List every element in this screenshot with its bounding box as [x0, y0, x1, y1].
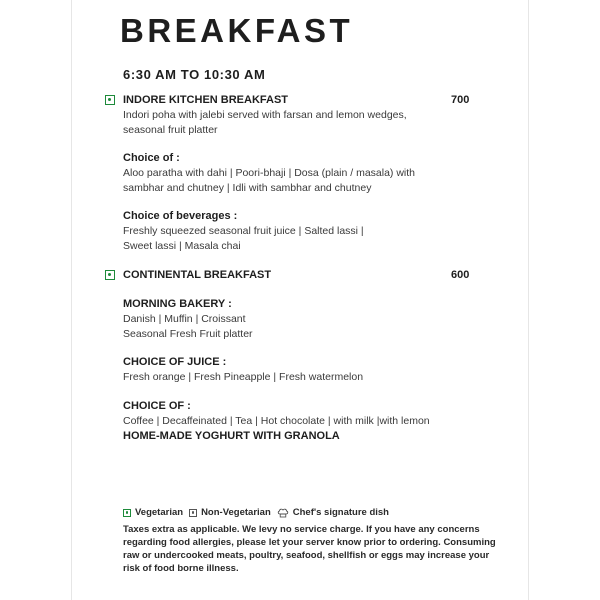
- desc-line: sambhar and chutney | Idli with sambhar and chutney: [123, 182, 372, 194]
- legend-chef-label: Chef's signature dish: [292, 507, 389, 518]
- disclaimer: [123, 523, 513, 575]
- price-indore: 700: [451, 94, 470, 106]
- page-edge-left: [71, 0, 72, 600]
- disclaimer-line: risk of food borne illness.: [123, 563, 239, 574]
- juice-options: Fresh orange | Fresh Pineapple | Fresh watermelon: [123, 371, 364, 383]
- bakery-options: [123, 312, 453, 342]
- desc-line: Danish | Muffin | Croissant: [123, 313, 246, 325]
- yoghurt-line: HOME-MADE YOGHURT WITH GRANOLA: [123, 430, 340, 442]
- desc-line: Indori poha with jalebi served with farsan and lemon wedges,: [123, 109, 407, 121]
- indore-choice-heading: Choice of :: [123, 152, 180, 164]
- veg-icon: [123, 509, 131, 517]
- disclaimer-line: regarding food allergies, please let your server know prior to ordering. Consuming: [123, 537, 496, 548]
- legend-nonveg-label: Non-Vegetarian: [201, 507, 271, 518]
- disclaimer-line: raw or undercooked meats, poultry, seafood, shellfish or eggs may increase your: [123, 550, 490, 561]
- indore-description: [123, 108, 453, 138]
- indore-beverage-options: [123, 224, 453, 254]
- continental-choice-options: Coffee | Decaffeinated | Tea | Hot chocolate | with milk |with lemon: [123, 415, 430, 427]
- juice-heading: CHOICE OF JUICE :: [123, 356, 227, 368]
- page-edge-right: [528, 0, 529, 600]
- desc-line: Freshly squeezed seasonal fruit juice | Salted lassi |: [123, 225, 364, 237]
- chef-hat-icon: [277, 508, 289, 518]
- price-continental: 600: [451, 269, 470, 281]
- desc-line: Sweet lassi | Masala chai: [123, 240, 241, 252]
- bakery-heading: MORNING BAKERY :: [123, 298, 232, 310]
- veg-icon: [105, 95, 115, 105]
- non-veg-icon: [189, 509, 197, 517]
- veg-icon: [105, 270, 115, 280]
- item-title-indore: INDORE KITCHEN BREAKFAST: [123, 94, 289, 106]
- desc-line: Seasonal Fresh Fruit platter: [123, 328, 253, 340]
- menu-title: BREAKFAST: [120, 12, 354, 49]
- desc-line: seasonal fruit platter: [123, 124, 218, 136]
- indore-choice-options: [123, 166, 463, 196]
- legend: [123, 507, 389, 518]
- item-title-continental: CONTINENTAL BREAKFAST: [123, 269, 272, 281]
- desc-line: Aloo paratha with dahi | Poori-bhaji | Dosa (plain / masala) with: [123, 167, 416, 179]
- disclaimer-line: Taxes extra as applicable. We levy no service charge. If you have any concerns: [123, 524, 480, 535]
- continental-choice-heading: CHOICE OF :: [123, 400, 191, 412]
- service-hours: 6:30 AM TO 10:30 AM: [123, 67, 266, 82]
- legend-veg-label: Vegetarian: [135, 507, 184, 518]
- indore-beverages-heading: Choice of beverages :: [123, 210, 238, 222]
